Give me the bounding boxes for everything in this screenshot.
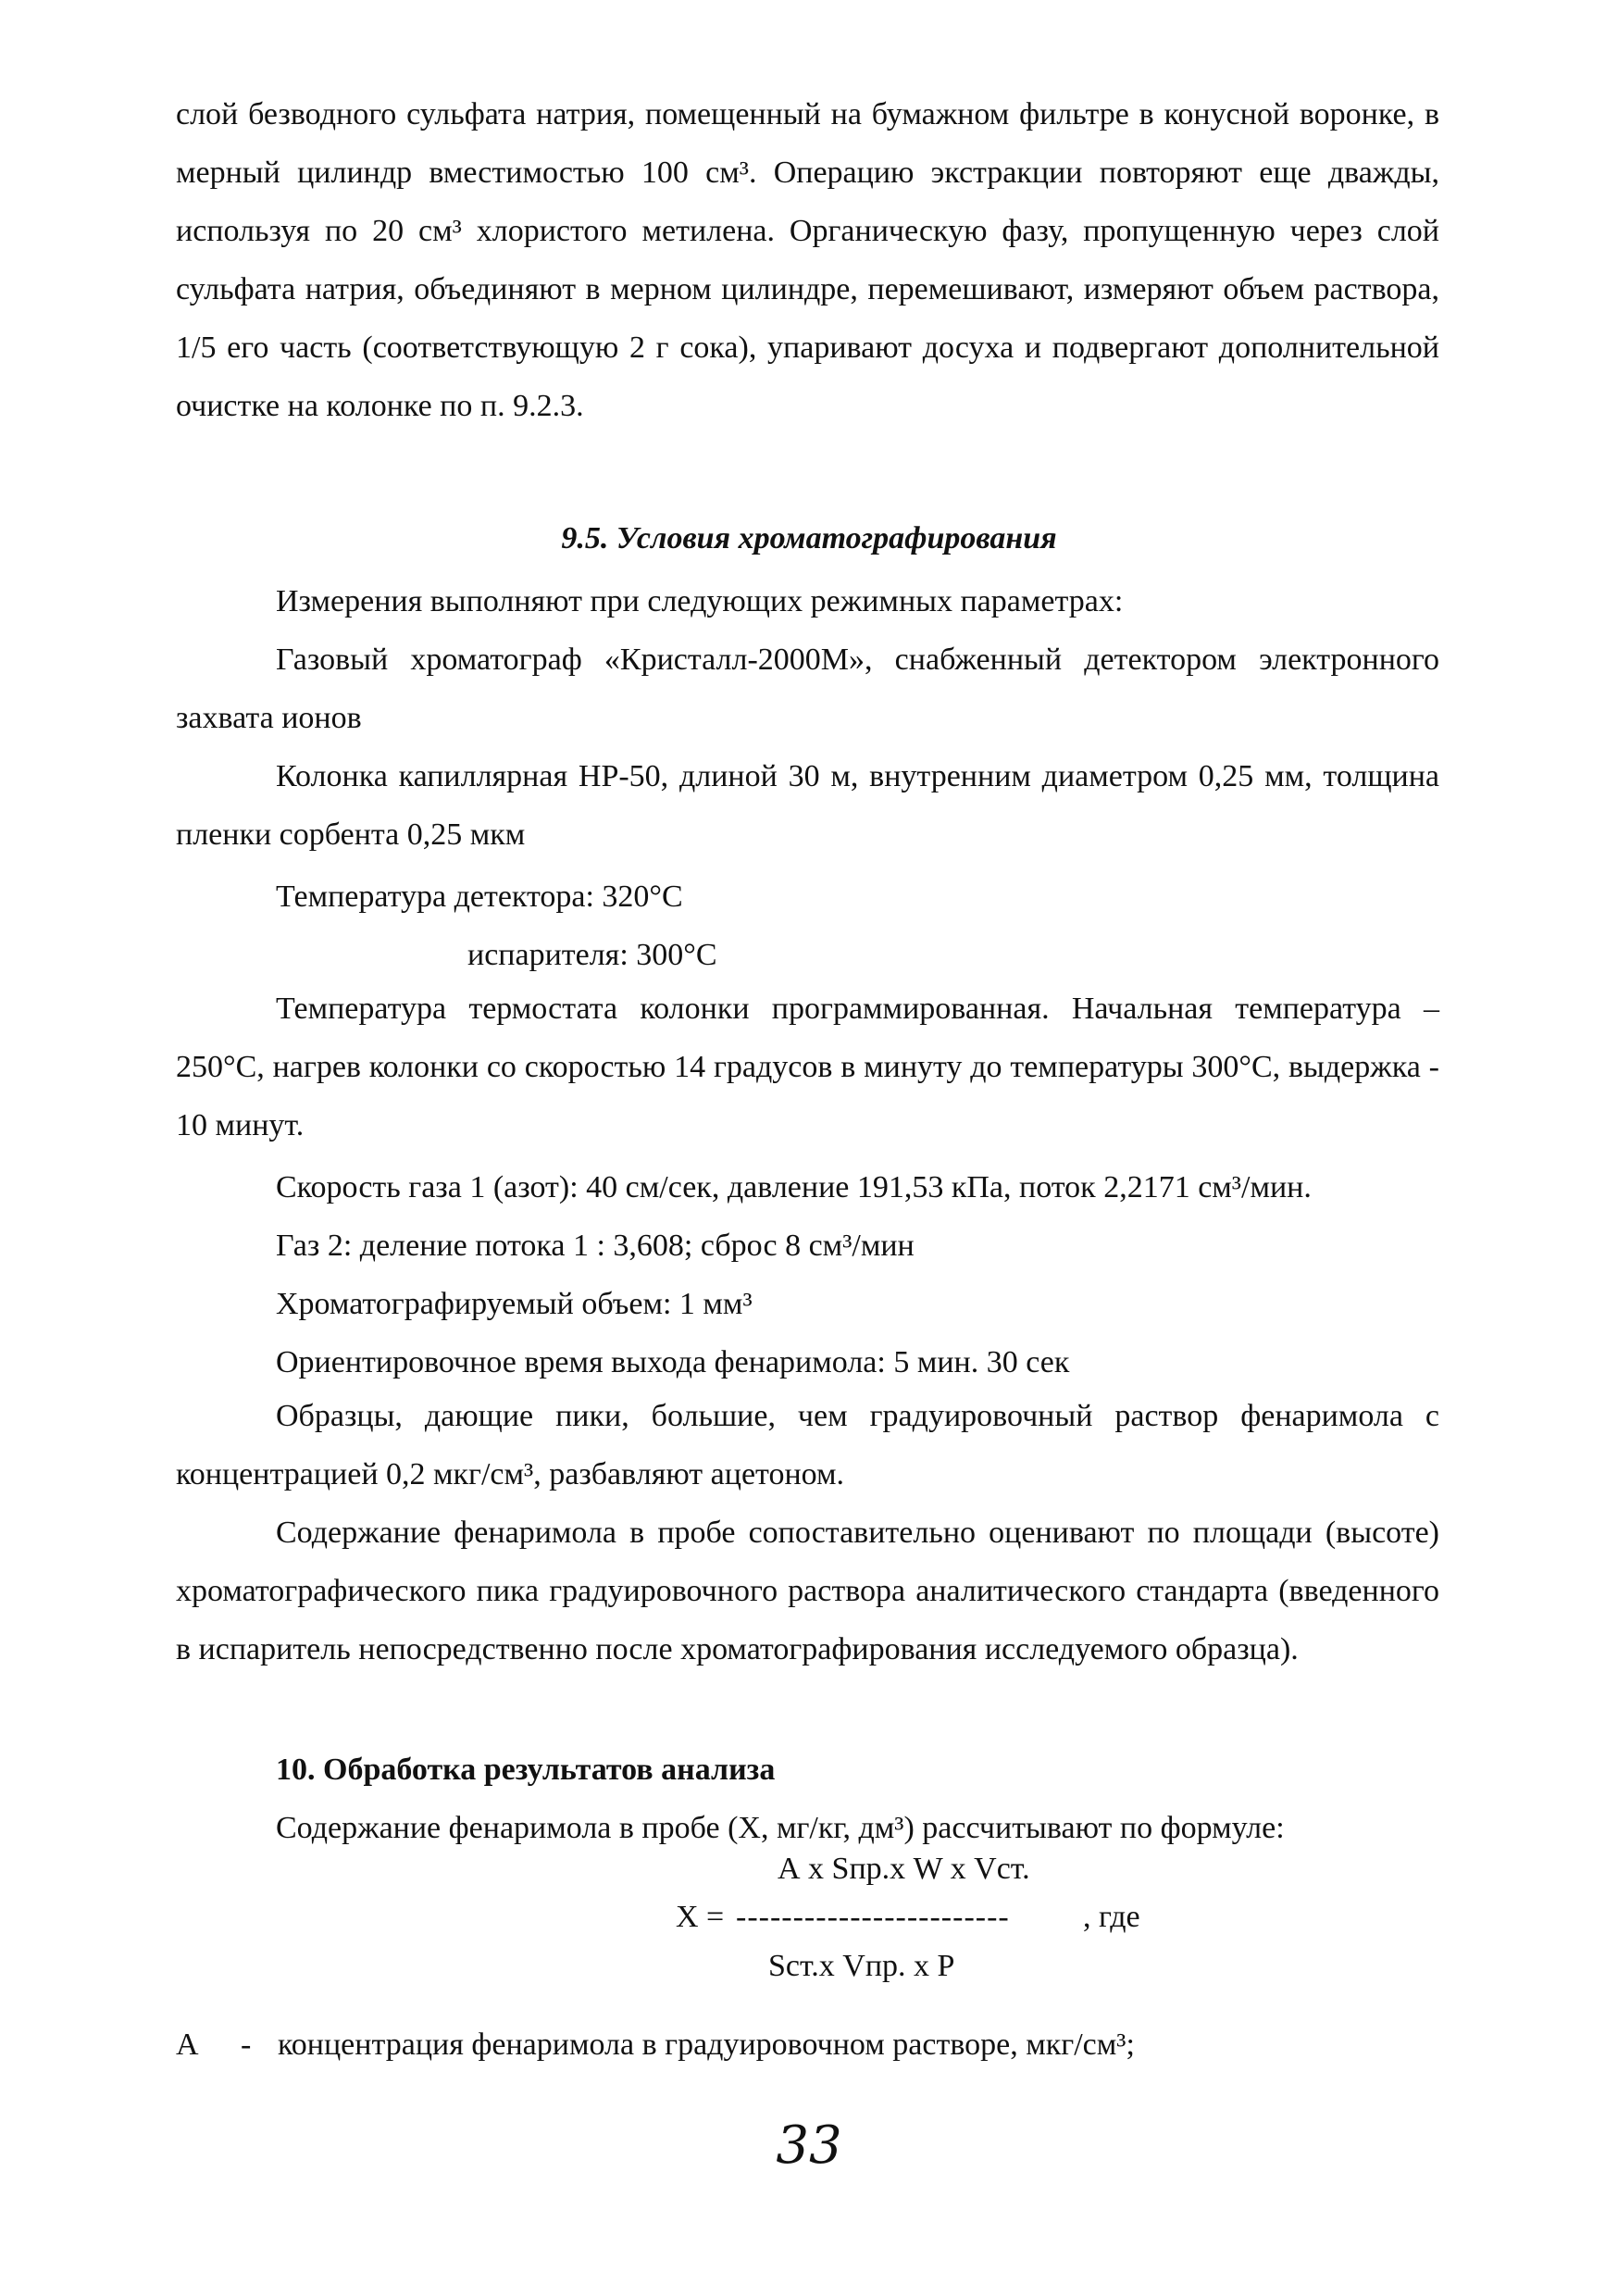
formula-denominator: Sст.х Vпр. х Р <box>768 1949 955 1983</box>
paragraph-formula-intro: Содержание фенаримола в пробе (Х, мг/кг, дм³) рассчитывают по формуле: <box>276 1811 1285 1845</box>
calculation-formula <box>676 1852 1157 1990</box>
page-number: 33 <box>776 2115 842 2176</box>
paragraph-thermostat: Температура термостата колонки программированная. Начальная температура – 250°С, нагрев колонки со скоростью 14 градусов в минуту до температуры 300°С, выдержка - 10 минут. <box>176 992 1439 1142</box>
section-heading-10: 10. Обработка результатов анализа <box>276 1753 776 1787</box>
definition-symbol: А <box>176 2028 199 2062</box>
gas-2-split: Газ 2: деление потока 1 : 3,608; сброс 8 см³/мин <box>276 1229 915 1263</box>
injection-volume: Хроматографируемый объем: 1 мм³ <box>276 1287 753 1321</box>
formula-lhs: Х = <box>676 1900 725 1934</box>
paragraph-dilution: Образцы, дающие пики, большие, чем градуировочный раствор фенаримола с концентрацией 0,2 мкг/см³, разбавляют ацетоном. <box>176 1399 1439 1491</box>
section-heading-9-5: 9.5. Условия хроматографирования <box>561 521 1057 555</box>
definition-dash: - <box>241 2028 252 2062</box>
formula-numerator: А х Sпр.х W х Vст. <box>778 1852 1030 1886</box>
retention-time: Ориентировочное время выхода фенаримола: 5 мин. 30 сек <box>276 1345 1070 1379</box>
paragraph-column: Колонка капиллярная НР-50, длиной 30 м, внутренним диаметром 0,25 мм, толщина пленки сорбента 0,25 мкм <box>176 759 1439 852</box>
paragraph-measurement-params: Измерения выполняют при следующих режимных параметрах: <box>276 584 1124 618</box>
detector-temperature: Температура детектора: 320°С <box>276 880 683 914</box>
formula-where: , где <box>1083 1900 1140 1934</box>
paragraph-evaluation: Содержание фенаримола в пробе сопоставительно оценивают по площади (высоте) хроматографического пика градуировочного раствора аналитического стандарта (введенного в испаритель непосредственно после хроматографирования исследуемого образца). <box>176 1516 1439 1666</box>
definition-a <box>176 2028 1135 2063</box>
formula-fraction-bar: ------------------------ <box>736 1900 1010 1934</box>
gas-1-speed: Скорость газа 1 (азот): 40 см/сек, давление 191,53 кПа, поток 2,2171 см³/мин. <box>276 1170 1312 1204</box>
paragraph-chromatograph: Газовый хроматограф «Кристалл-2000М», снабженный детектором электронного захвата ионов <box>176 643 1439 735</box>
evaporator-temperature: испарителя: 300°С <box>467 938 717 972</box>
paragraph-extraction: слой безводного сульфата натрия, помещенный на бумажном фильтре в конусной воронке, в мерный цилиндр вместимостью 100 см³. Операцию экстракции повторяют еще дважды, используя по 20 см³ хлористого метилена. Органическую фазу, пропущенную через слой сульфата натрия, объединяют в мерном цилиндре, перемешивают, измеряют объем раствора, 1/5 его часть (соответствующую 2 г сока), упаривают досуха и подвергают дополнительной очистке на колонке по п. 9.2.3. <box>176 97 1439 423</box>
definition-text: концентрация фенаримола в градуировочном растворе, мкг/см³; <box>278 2028 1135 2062</box>
